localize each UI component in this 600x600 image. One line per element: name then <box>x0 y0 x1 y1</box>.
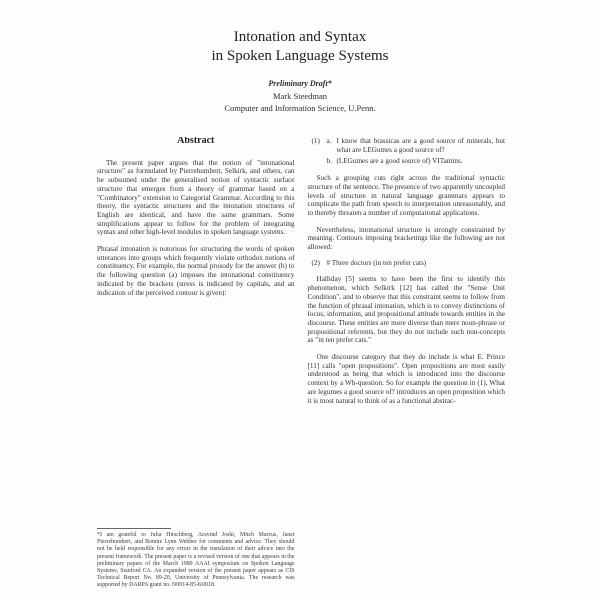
example-2 <box>312 259 506 268</box>
title-line-1: Intonation and Syntax <box>233 29 367 45</box>
example-2-label: (2) <box>311 258 320 267</box>
left-paragraph-1: Phrasal intonation is notorious for structuring the words of spoken utterances into groups which frequently violate orthodox notions of constituency. For example, the normal prosody for the answer (b) to the following question (a) imposes the intonational constituency indicated by the brackets (stress is indicated by capitals, and an indication of the perceived contour is given): <box>97 245 295 297</box>
author-name: Mark Steedman <box>272 91 328 101</box>
two-column-body <box>97 137 505 589</box>
footnote-rule <box>97 528 171 529</box>
paper-title <box>0 28 600 66</box>
right-column <box>308 137 506 589</box>
right-paragraph-1: Such a grouping cuts right across the traditional syntactic structure of the sentence. The presence of two apparently uncoupled levels of structure in natural language grammars appears to complicate the path from speech to interpretation unreasonably, and to thereby threaten a number of computational applications. <box>307 174 505 217</box>
example-1-item-a <box>327 137 506 154</box>
abstract-text: The present paper argues that the notion of "intonational structure" as formulated by Pierrehumbert, Selkirk, and others, can be subsumed under the generalised notion of syntactic surface structure that emerges from a theory of grammar based on a "Combinatory" extension to Categorial Grammar. According to this theory, the syntactic structures and the intonation structures of English are identical, and have the same grammars. Some simplifications appear to follow for the problem of integrating syntax and other high-level modules in spoken language systems. <box>97 158 295 237</box>
example-1-label: (1) <box>311 137 320 145</box>
example-1-item-b-letter: b. <box>326 157 332 166</box>
footnote-block <box>97 522 295 589</box>
right-paragraph-4: One discourse category that they do include is what E. Prince [11] calls "open propositions". Open propositions are most easily understood as being that which is introduced into the discourse context by a Wh-question. So for example the question in (1), What are legumes a good source of? introduces an open proposition which it is most natural to think of as a functional abstrac- <box>307 353 505 405</box>
example-1-item-b <box>327 157 506 166</box>
right-paragraph-2: Nevertheless, intonational structure is strongly constrained by meaning. Contours imposing bracketings like the following are not allowed: <box>307 225 505 252</box>
left-column <box>97 137 295 589</box>
example-1-body <box>327 137 506 166</box>
example-1-item-b-text: (LEGumes are a good source of) VITamins. <box>336 157 463 166</box>
footnote-text: *I am grateful to Julia Hirschberg, Aravind Joshi, Mitch Marcus, Janet Pierrehumbert, and Bonnie Lynn Webber for comments and advice. They should not be held responsible for any errors in the translation of their advice into the present framework. The present paper is a revised version of one that appears in the preliminary papers of the March 1989 AAAI symposium on Spoken Language Systems, Stanford CA. An expanded version of the present paper appears as CIS Technical Report No. 89-20, University of Pennsylvania. The research was supported by DARPA grant no. N0014-85-K0018. <box>97 532 295 588</box>
title-line-2: in Spoken Language Systems <box>211 48 389 64</box>
example-1-item-a-letter: a. <box>326 137 332 145</box>
example-1-item-a-text: I know that brassicas are a good source of minerals, but what are LEGumes a good source of? <box>336 137 505 154</box>
paper-header <box>0 0 600 113</box>
example-1 <box>312 137 506 166</box>
author-affiliation: Computer and Information Science, U.Penn. <box>224 103 376 113</box>
right-paragraph-3: Halliday [5] seems to have been the first to identify this phenomenon, which Selkirk [12] has called the "Sense Unit Condition", and to observe that this constraint seems to follow from the function of phrasal intonation, which is to convey distinctions of focus, information, and propositional attitude towards entities in the discourse. These entities are more diverse than mere noun-phrase or propositional referents, but they do not include such non-concepts as "in ten prefer cats." <box>307 275 505 345</box>
abstract-heading: Abstract <box>177 137 215 146</box>
draft-note: Preliminary Draft* <box>268 79 332 88</box>
example-2-text: # Three doctors (in ten prefer cats) <box>326 258 427 267</box>
